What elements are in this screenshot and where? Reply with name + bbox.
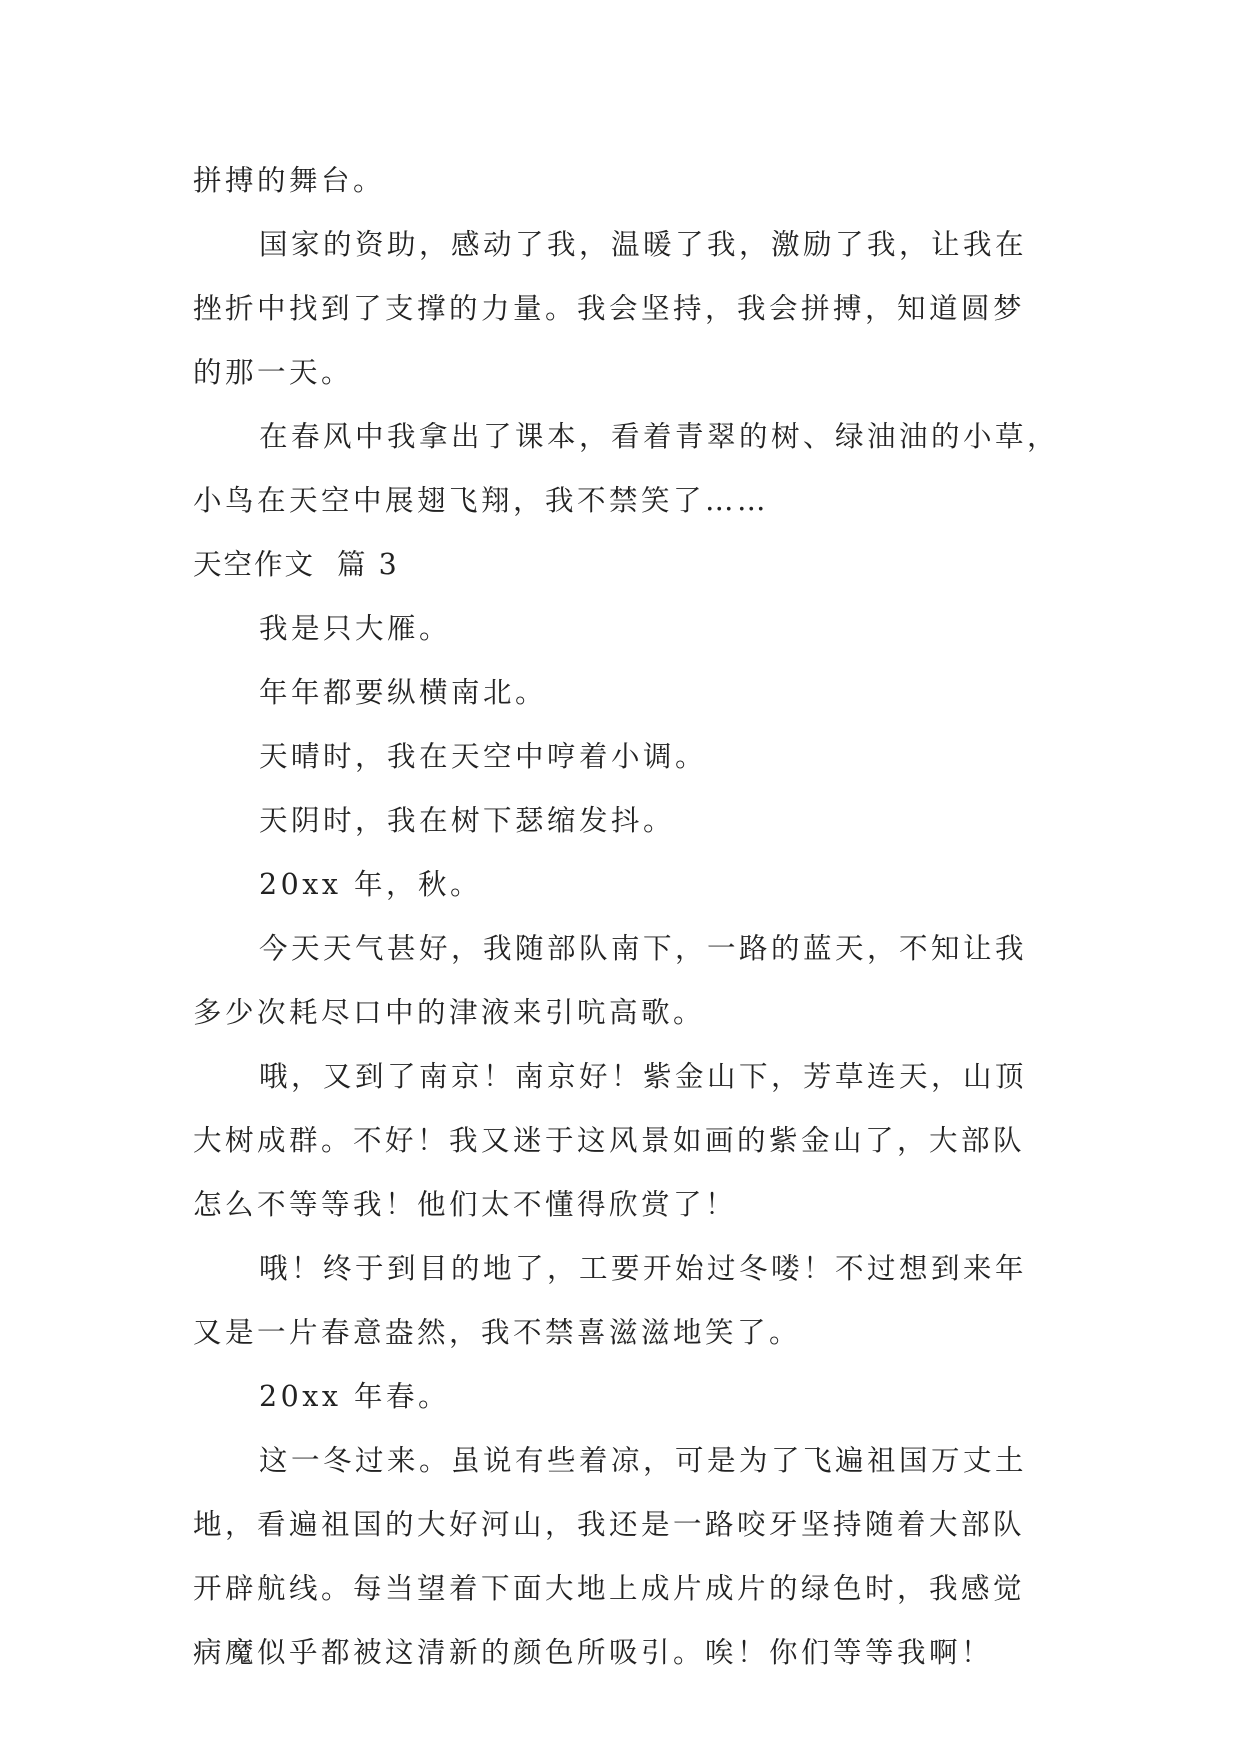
text-line: 哦！终于到目的地了，工要开始过冬喽！不过想到来年	[259, 1252, 1028, 1285]
text-line: 哦，又到了南京！南京好！紫金山下，芳草连天，山顶	[259, 1060, 1028, 1093]
text-line: 国家的资助，感动了我，温暖了我，激励了我，让我在	[259, 228, 1028, 261]
text-line: 今天天气甚好，我随部队南下，一路的蓝天，不知让我	[259, 932, 1028, 965]
text-line: 的那一天。	[193, 356, 354, 389]
text-line: 天阴时，我在树下瑟缩发抖。	[259, 804, 676, 837]
text-line: 我是只大雁。	[259, 612, 452, 645]
section-heading-number: 篇 3	[337, 548, 399, 581]
section-heading	[193, 533, 1073, 597]
text-line: 大树成群。不好！我又迷于这风景如画的紫金山了，大部队	[193, 1124, 1026, 1157]
text-line: 20xx 年，秋。	[259, 868, 482, 901]
text-line: 小鸟在天空中展翅飞翔，我不禁笑了……	[193, 484, 770, 517]
text-line: 在春风中我拿出了课本，看着青翠的树、绿油油的小草，	[259, 420, 1060, 453]
text-line: 拼搏的舞台。	[193, 164, 386, 197]
section-heading-title: 天空作文	[193, 548, 316, 581]
text-line: 怎么不等等我！他们太不懂得欣赏了！	[193, 1188, 738, 1221]
text-line: 这一冬过来。虽说有些着凉，可是为了飞遍祖国万丈土	[259, 1444, 1028, 1477]
text-line: 开辟航线。每当望着下面大地上成片成片的绿色时，我感觉	[193, 1572, 1026, 1605]
document-body	[193, 149, 1073, 1685]
text-line: 年年都要纵横南北。	[259, 676, 548, 709]
text-line: 天晴时，我在天空中哼着小调。	[259, 740, 708, 773]
text-line: 挫折中找到了支撑的力量。我会坚持，我会拼搏，知道圆梦	[193, 292, 1026, 325]
text-line: 多少次耗尽口中的津液来引吭高歌。	[193, 996, 706, 1029]
text-line: 地，看遍祖国的大好河山，我还是一路咬牙坚持随着大部队	[193, 1508, 1026, 1541]
text-line: 又是一片春意盎然，我不禁喜滋滋地笑了。	[193, 1316, 802, 1349]
text-line: 病魔似乎都被这清新的颜色所吸引。唉！你们等等我啊！	[193, 1636, 994, 1669]
text-line: 20xx 年春。	[259, 1380, 450, 1413]
